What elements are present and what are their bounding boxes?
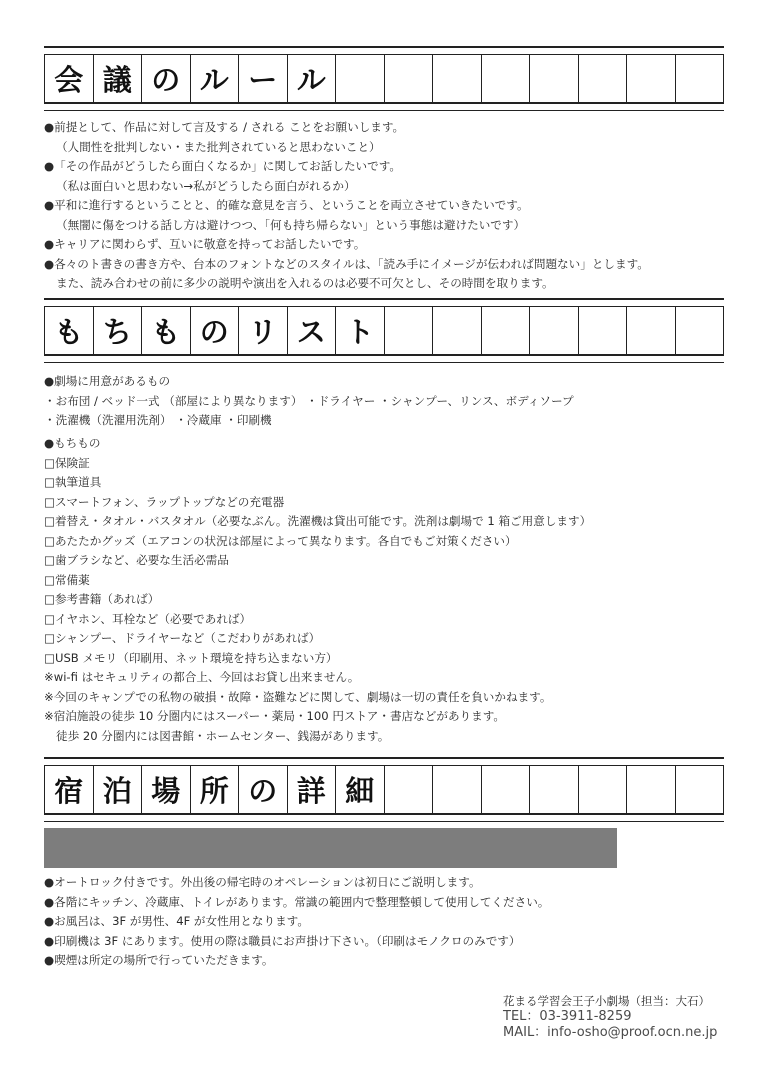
rules-text bbox=[44, 118, 734, 294]
belongings-line: □あたたかグッズ（エアコンの状況は部屋によって異なります。各自でもご対策ください） bbox=[44, 533, 517, 548]
belongings-line: ※wi-fi はセキュリティの都合上、今回はお貸し出来ません。 bbox=[44, 670, 360, 684]
heading-cell: 細 bbox=[336, 766, 385, 813]
rules-line: ●キャリアに関わらず、互いに敬意を持ってお話したいです。 bbox=[44, 237, 366, 251]
lodging-line: ●印刷機は 3F にあります。使用の際は職員にお声掛け下さい。（印刷はモノクロのみです） bbox=[44, 933, 521, 948]
belongings-line: □参考書籍（あれば） bbox=[44, 592, 160, 606]
heading-cell: ち bbox=[94, 307, 143, 354]
lodging-line: ●オートロック付きです。外出後の帰宅時のオペレーションは初日にご説明します。 bbox=[44, 875, 481, 889]
rules-line: ●平和に進行するということと、的確な意見を言う、ということを両立させていきたいです。 bbox=[44, 198, 529, 212]
heading-cell: も bbox=[45, 307, 94, 354]
belongings-line: □USB メモリ（印刷用、ネット環境を持ち込まない方） bbox=[44, 650, 338, 665]
heading-cell: 泊 bbox=[94, 766, 143, 813]
heading-cell bbox=[530, 307, 579, 354]
provided-line: ●劇場に用意があるもの bbox=[44, 374, 171, 388]
heading-cell: ル bbox=[288, 55, 337, 102]
heading-cell bbox=[530, 766, 579, 813]
belongings-line: □イヤホン、耳栓など（必要であれば） bbox=[44, 611, 252, 626]
section-heading-items bbox=[44, 298, 724, 363]
heading-cell: ー bbox=[239, 55, 288, 102]
heading-cell: ト bbox=[336, 307, 385, 354]
rules-line: （私は面白いと思わない→私がどうしたら面白がれるか） bbox=[56, 178, 356, 193]
belongings-line: □保険証 bbox=[44, 455, 90, 470]
provided-line: ・洗濯機（洗濯用洗剤） ・冷蔵庫 ・印刷機 bbox=[44, 413, 272, 427]
heading-cell bbox=[676, 766, 724, 813]
heading-cell bbox=[627, 307, 676, 354]
heading-cell bbox=[579, 55, 628, 102]
rules-line: （無闇に傷をつける話し方は避けつつ、「何も持ち帰らない」という事態は避けたいです） bbox=[56, 217, 526, 232]
heading-cell bbox=[530, 55, 579, 102]
heading-cell: ル bbox=[191, 55, 240, 102]
belongings-line: ※宿泊施設の徒歩 10 分圏内にはスーパー・薬局・100 円ストア・書店などがあります。 bbox=[44, 709, 505, 723]
heading-cell: の bbox=[142, 55, 191, 102]
belongings-line: □執筆道具 bbox=[44, 475, 102, 489]
heading-cell bbox=[676, 55, 724, 102]
rules-line: ●前提として、作品に対して言及する / される ことをお願いします。 bbox=[44, 120, 405, 134]
provided-line: ・お布団 / ベッド一式 （部屋により異なります） ・ドライヤー ・シャンプー、リンス、ボディソープ bbox=[44, 393, 574, 408]
heading-cell bbox=[336, 55, 385, 102]
heading-cell bbox=[627, 766, 676, 813]
heading-cell bbox=[385, 307, 434, 354]
heading-cell: 場 bbox=[142, 766, 191, 813]
contact-block bbox=[503, 993, 717, 1041]
heading-cell bbox=[482, 55, 531, 102]
belongings-line: ●もちもの bbox=[44, 436, 101, 450]
belongings-line: □シャンプー、ドライヤーなど（こだわりがあれば） bbox=[44, 631, 321, 645]
heading-cell bbox=[579, 307, 628, 354]
heading-cell: 詳 bbox=[288, 766, 337, 813]
belongings-line: □スマートフォン、ラップトップなどの充電器 bbox=[44, 494, 285, 509]
heading-cell: 所 bbox=[191, 766, 240, 813]
rules-line: （人間性を批判しない・また批判されていると思わないこと） bbox=[56, 139, 381, 154]
heading-cell bbox=[433, 55, 482, 102]
contact-mail: MAIL：info-osho@proof.ocn.ne.jp bbox=[503, 1025, 718, 1040]
heading-cell bbox=[433, 766, 482, 813]
rules-line: また、読み合わせの前に多少の説明や演出を入れるのは必要不可欠とし、その時間を取ります。 bbox=[56, 276, 554, 290]
heading-cell: も bbox=[142, 307, 191, 354]
belongings-line: 徒歩 20 分圏内には図書館・ホームセンター、銭湯があります。 bbox=[56, 728, 390, 743]
heading-cell: ス bbox=[288, 307, 337, 354]
heading-cell bbox=[385, 766, 434, 813]
heading-cell: 議 bbox=[94, 55, 143, 102]
section-heading-lodging bbox=[44, 757, 724, 822]
heading-cell bbox=[433, 307, 482, 354]
heading-cell bbox=[579, 766, 628, 813]
belongings-line: □歯ブラシなど、必要な生活必需品 bbox=[44, 553, 229, 567]
heading-cell: の bbox=[239, 766, 288, 813]
heading-cell: 宿 bbox=[45, 766, 94, 813]
heading-cell: の bbox=[191, 307, 240, 354]
heading-cell bbox=[676, 307, 724, 354]
belongings-line: □常備薬 bbox=[44, 572, 90, 587]
lodging-line: ●各階にキッチン、冷蔵庫、トイレがあります。常識の範囲内で整理整頓して使用してください。 bbox=[44, 894, 550, 909]
heading-cell: リ bbox=[239, 307, 288, 354]
section-heading-rules bbox=[44, 46, 724, 111]
heading-cell bbox=[627, 55, 676, 102]
belongings-text bbox=[44, 434, 734, 746]
lodging-line: ●喫煙は所定の場所で行っていただきます。 bbox=[44, 953, 274, 967]
lodging-line: ●お風呂は、3F が男性、4F が女性用となります。 bbox=[44, 914, 309, 928]
heading-cell bbox=[482, 766, 531, 813]
contact-org: 花まる学習会王子小劇場（担当：大石） bbox=[503, 994, 710, 1008]
belongings-line: □着替え・タオル・バスタオル（必要なぶん。洗濯機は貸出可能です。洗剤は劇場で 1 箱ご用意します） bbox=[44, 514, 592, 528]
heading-cell: 会 bbox=[45, 55, 94, 102]
rules-line: ●「その作品がどうしたら面白くなるか」に関してお話したいです。 bbox=[44, 159, 402, 173]
heading-cell bbox=[385, 55, 434, 102]
contact-tel: TEL：03-3911-8259 bbox=[503, 1009, 632, 1024]
heading-cell bbox=[482, 307, 531, 354]
lodging-text bbox=[44, 873, 734, 971]
belongings-line: ※今回のキャンプでの私物の破損・故障・盗難などに関して、劇場は一切の責任を負いかねます。 bbox=[44, 689, 552, 704]
rules-line: ●各々のト書きの書き方や、台本のフォントなどのスタイルは、「読み手にイメージが伝われば問題ない」とします。 bbox=[44, 256, 649, 271]
provided-items-text bbox=[44, 372, 734, 431]
image-placeholder-band bbox=[44, 828, 617, 868]
